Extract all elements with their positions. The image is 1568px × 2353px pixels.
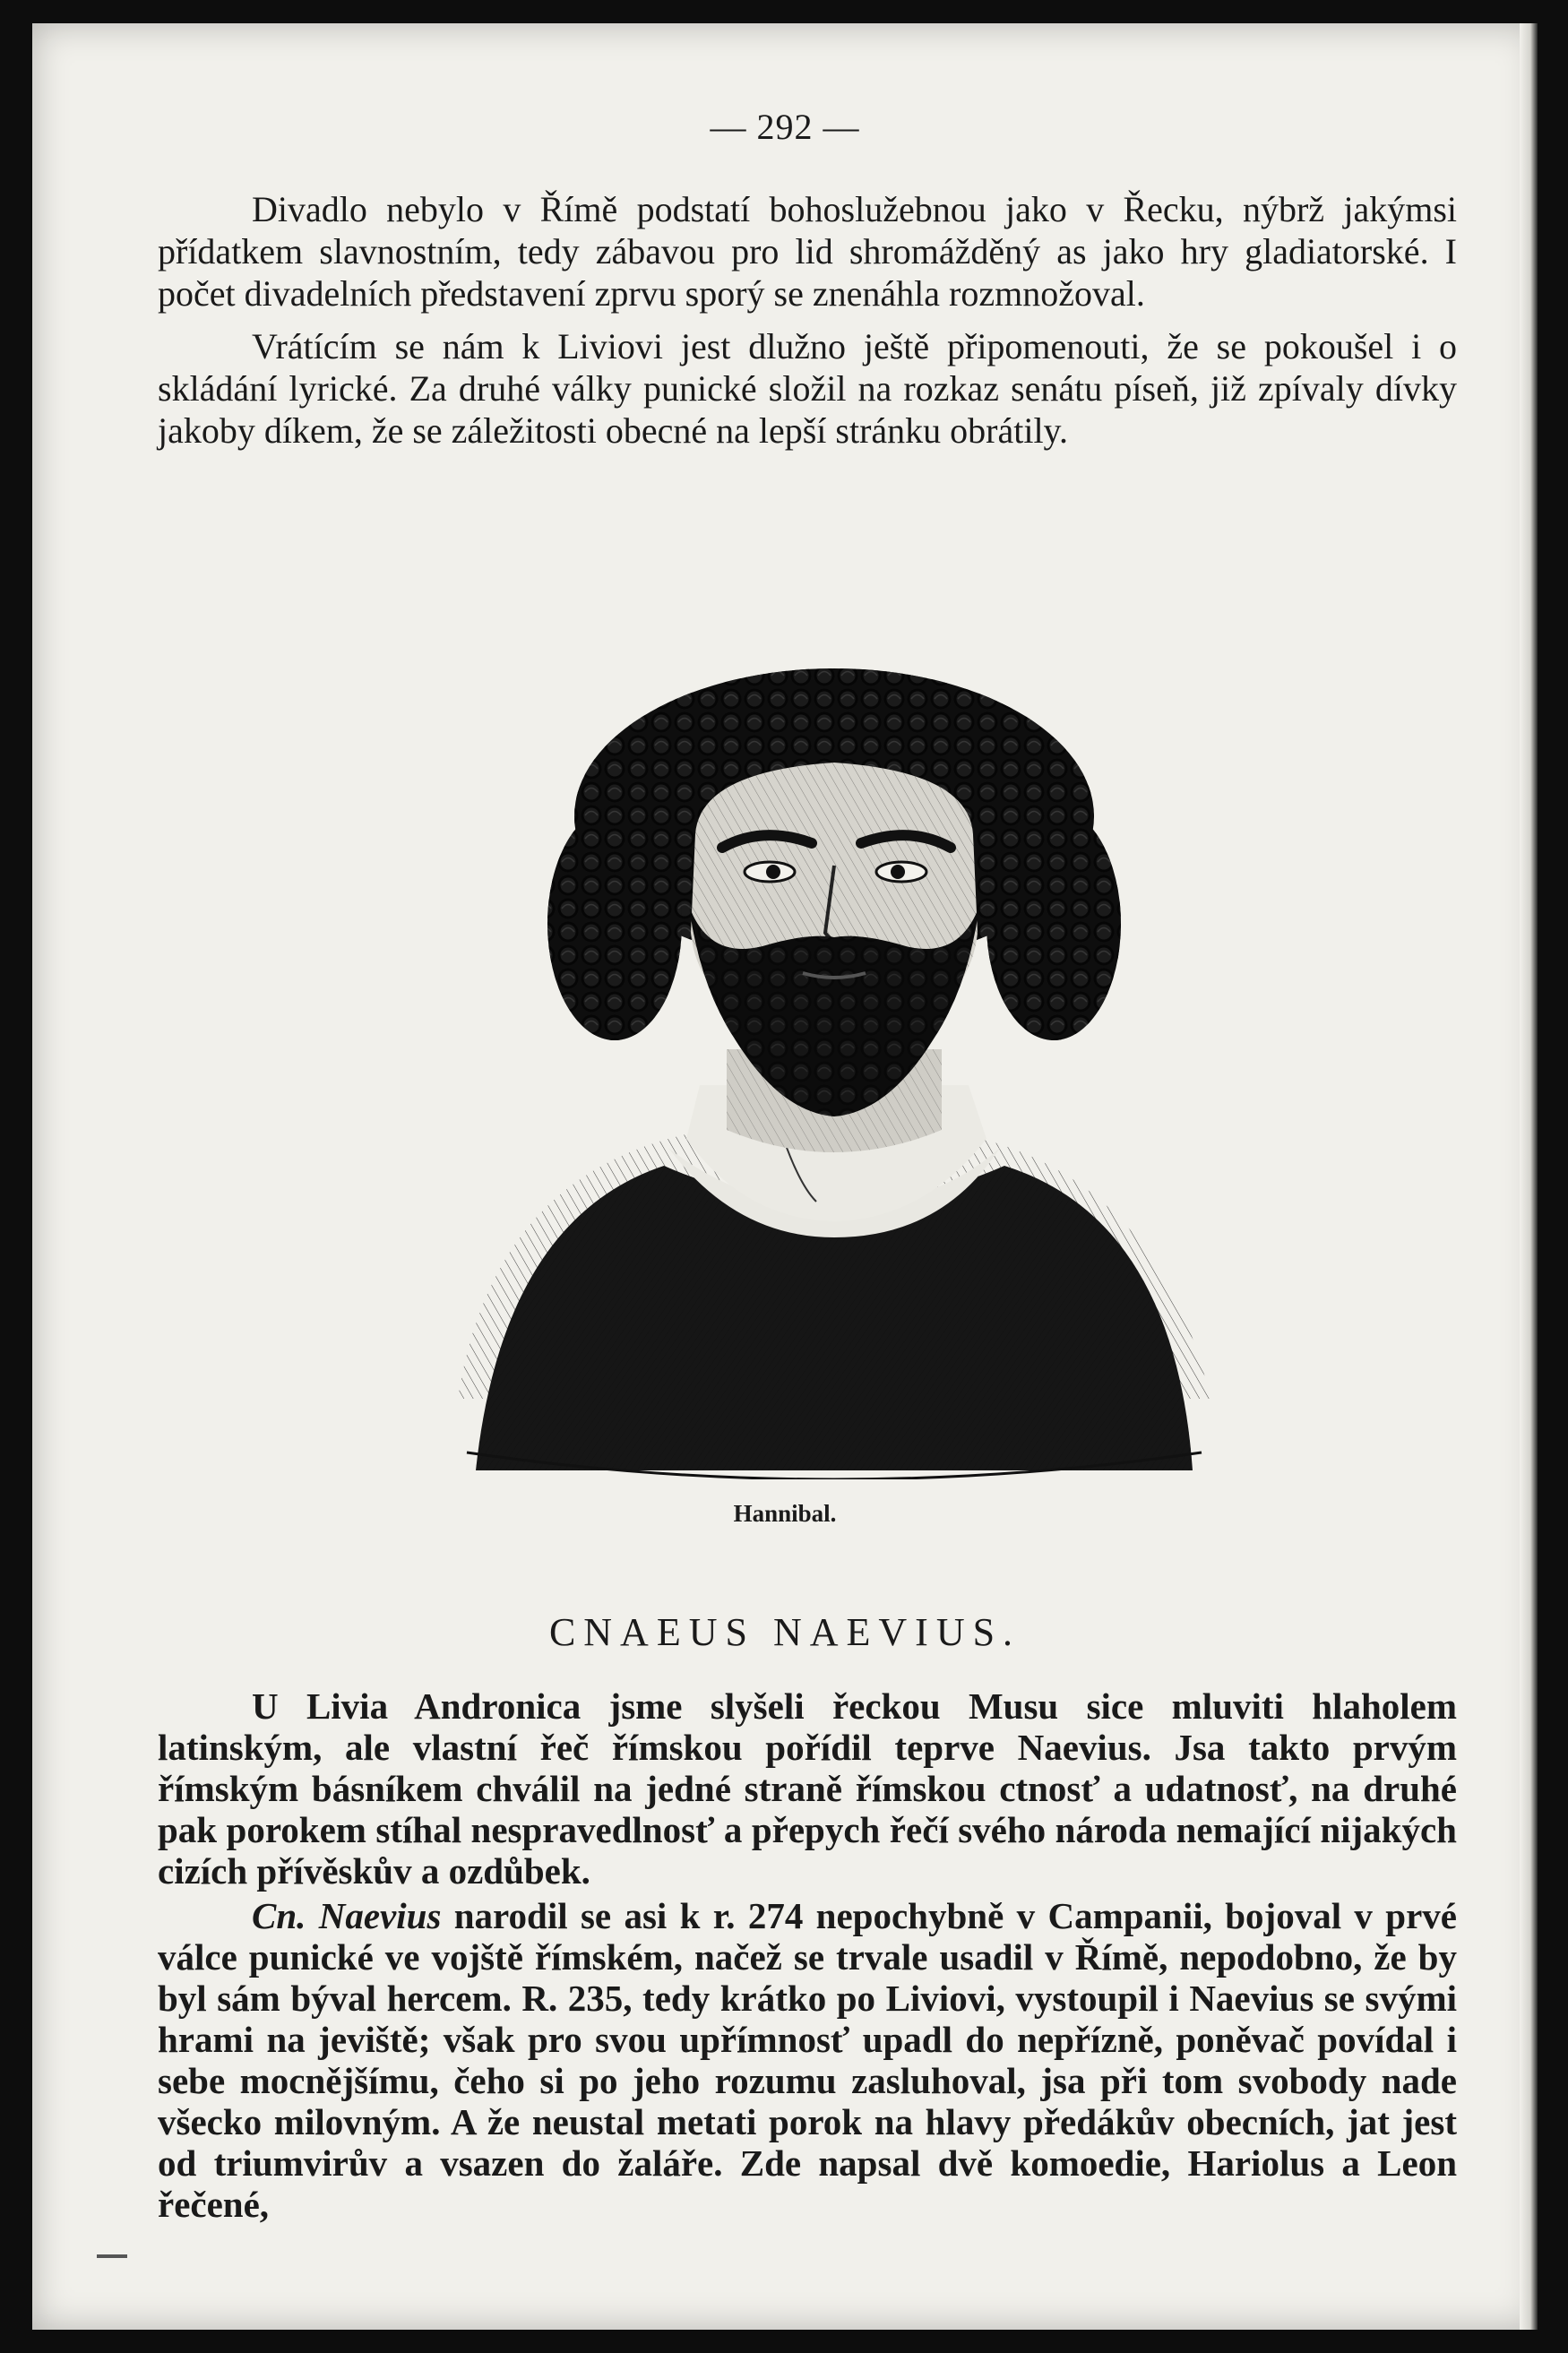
paragraph-naevius-intro: U Livia Andronica jsme slyšeli řeckou Musu sice mluviti hlaholem latinským, ale vlastní řeč římskou pořídil teprve Naevius. Jsa takto prvým římským básníkem chválil na jedné straně římskou ctnosť a udatnosť, na druhé pak porokem stíhal nespravedlnosť a přepych řečí svého národa nemající nijakých cizích přívěskův a ozdůbek.	[158, 1685, 1457, 1892]
naevius-name: Cn. Naevius	[252, 1895, 442, 1936]
section-heading: CNAEUS NAEVIUS.	[548, 1610, 1021, 1654]
book-page	[32, 23, 1538, 2330]
margin-mark	[97, 2254, 127, 2258]
naevius-text-block	[158, 1685, 1457, 2225]
paragraph-theatre: Divadlo nebylo v Římě podstatí bohoslužebnou jako v Řecku, nýbrž jakýmsi přídatkem slavnostním, tedy zábavou pro lid shromážděný as jako hry gladiatorské. I počet divadelních představení zprvu sporý se znenáhla rozmnožoval.	[158, 189, 1457, 314]
top-text-block	[158, 188, 1457, 452]
page-edge-shadow	[1520, 23, 1538, 2330]
page-number: — 292 —	[710, 107, 860, 147]
paragraph-livius-lyric: Vrátícím se nám k Liviovi jest dlužno ještě připomenouti, že se pokoušel i o skládání lyrické. Za druhé války punické složil na rozkaz senátu píseň, již zpívaly dívky jakoby díkem, že se záležitosti obecné na lepší stránku obrátily.	[158, 326, 1457, 451]
naevius-life-text: narodil se asi k r. 274 nepochybně v Campanii, bojoval v prvé válce punické ve vojště římském, načež se trvale usadil v Římě, nepodobno, že by byl sám býval hercem. R. 235, tedy krátko po Liviovi, vystoupil i Naevius se svými hrami na jeviště; však pro svou upřímnosť upadl do nepřízně, poněvač povídal i sebe mocnějšímu, čeho si po jeho rozumu zasluhoval, jsa při tom svobody nade všecko milovným. A že neustal metati porok na hlavy předákův obecních, jat jest od triumvirův a vsazen do žaláře. Zde napsal dvě komoedie, Hariolus a Leon řečené,	[158, 1895, 1457, 2225]
hannibal-portrait-engraving	[440, 664, 1219, 1479]
paragraph-naevius-life	[158, 1895, 1457, 2225]
figure-caption: Hannibal.	[733, 1500, 837, 1527]
